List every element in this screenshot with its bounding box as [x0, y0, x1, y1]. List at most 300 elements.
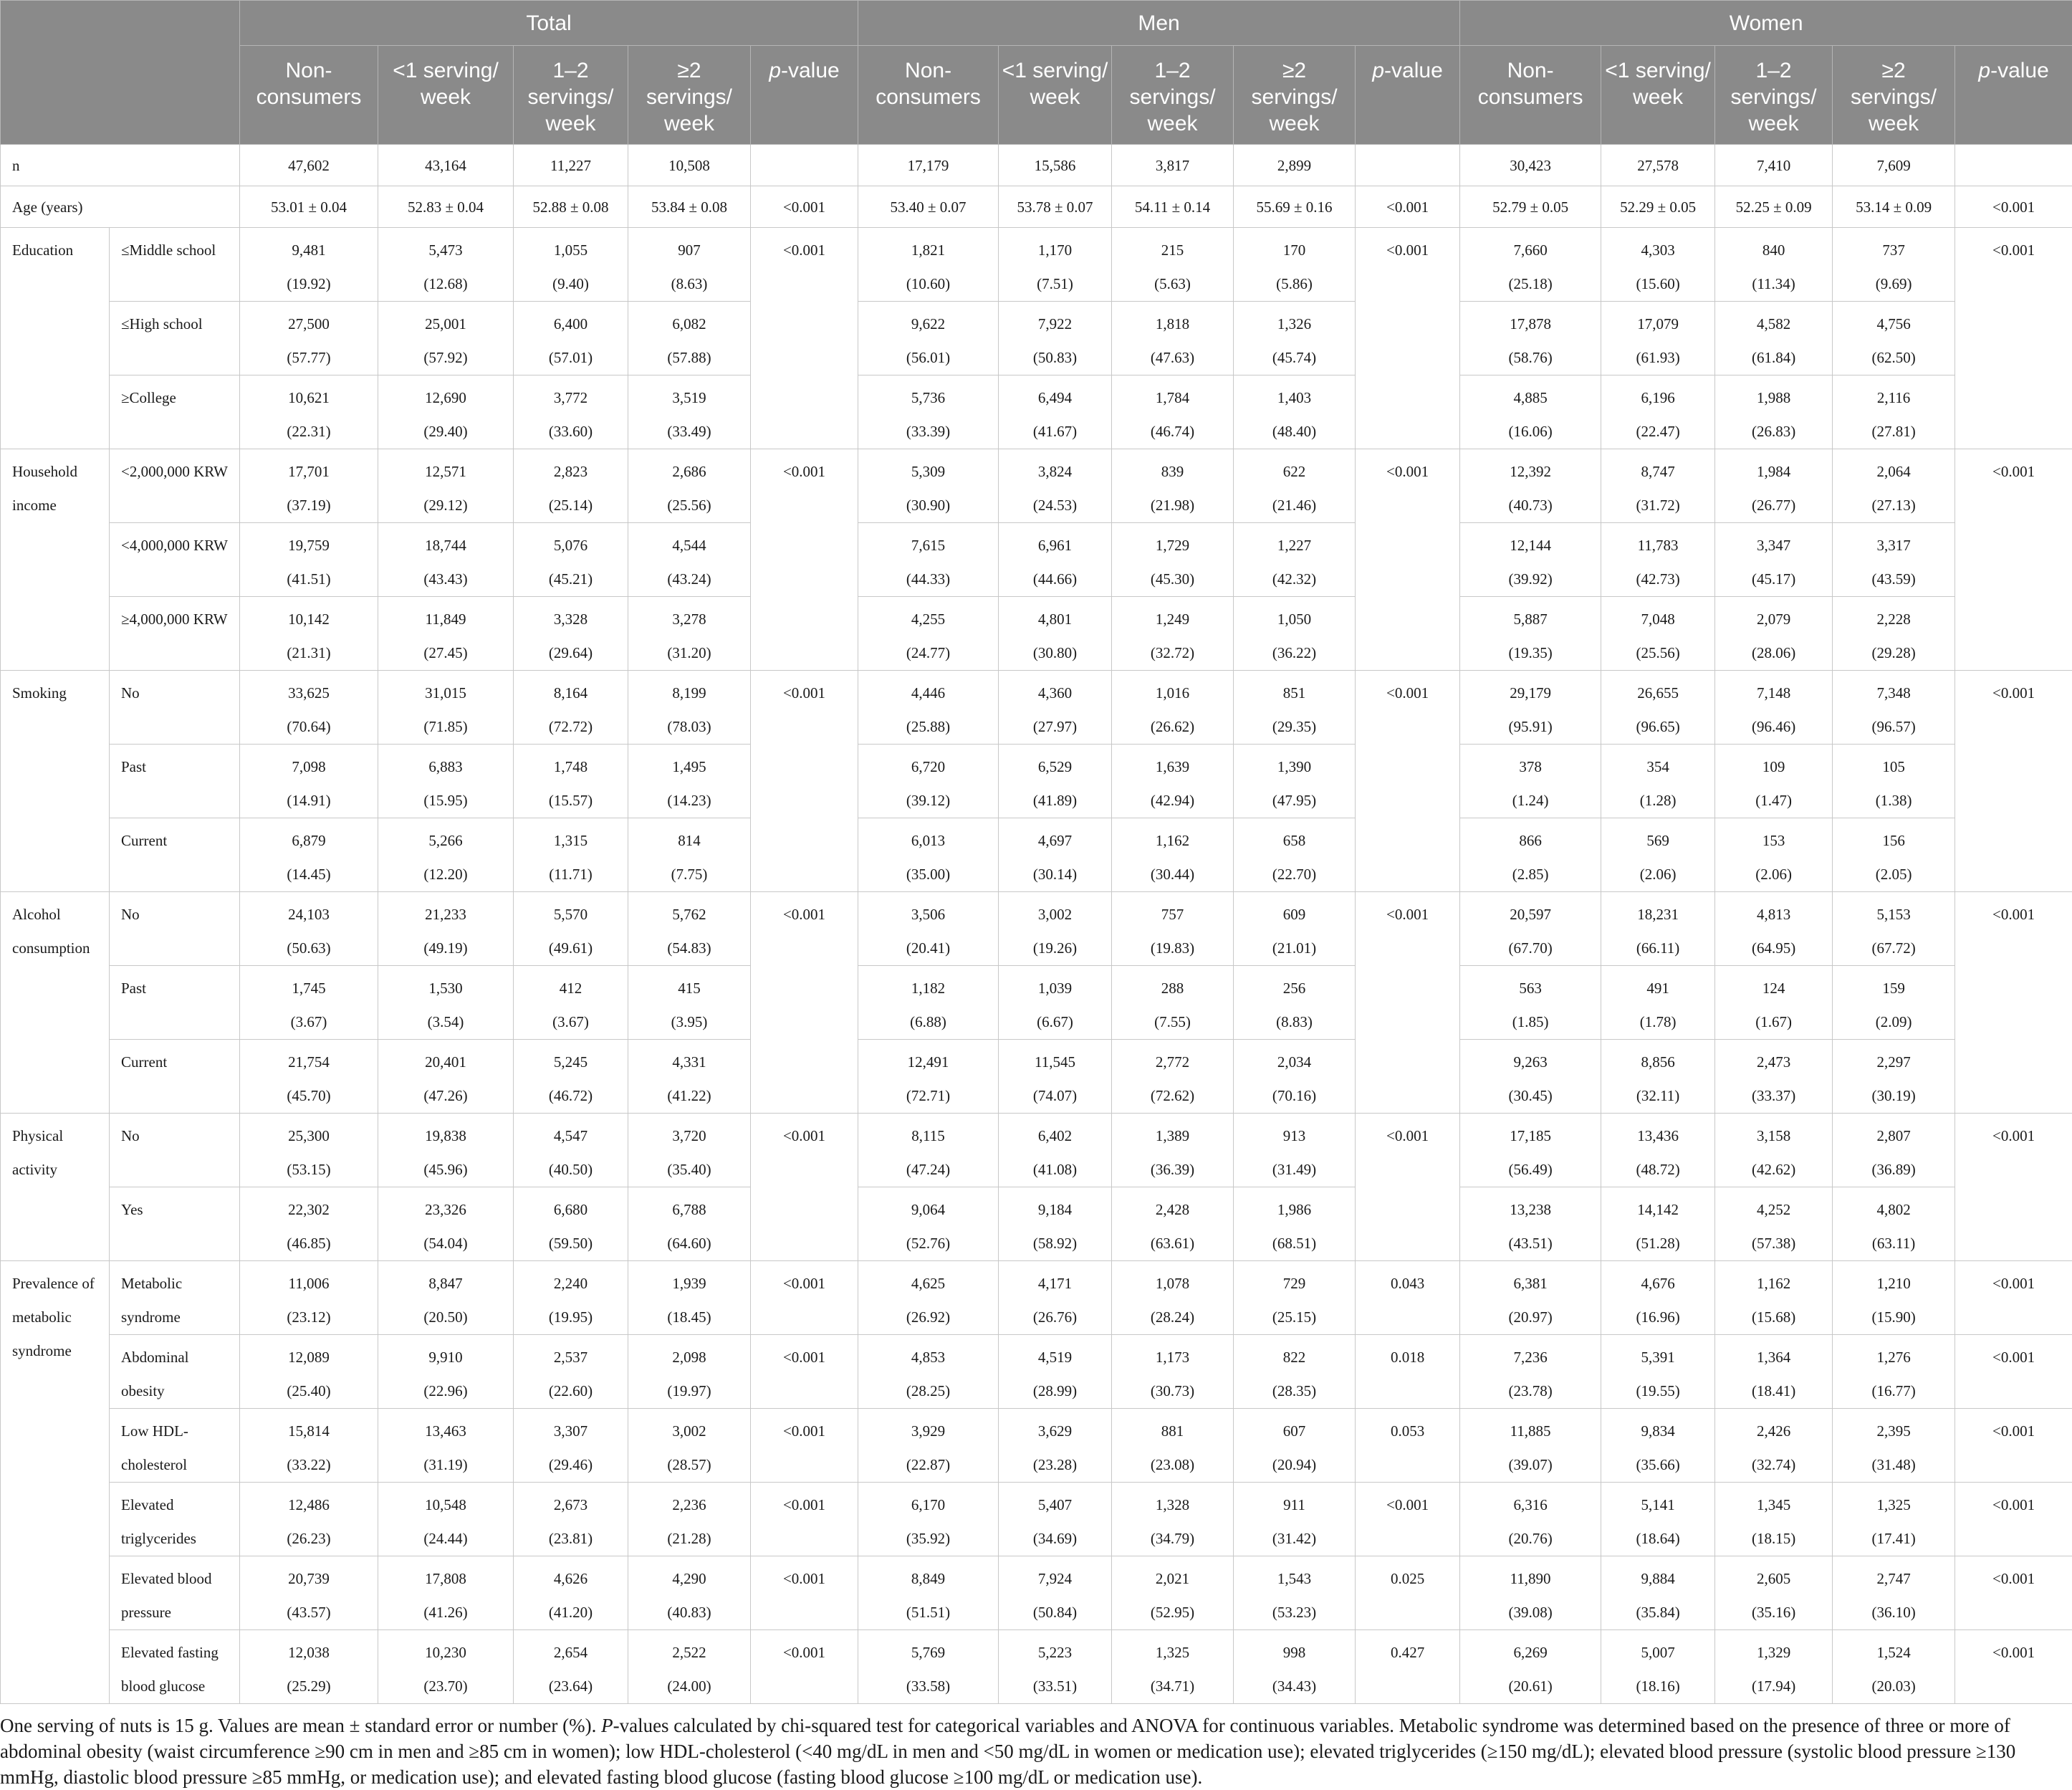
cell-line: activity — [12, 1153, 109, 1187]
count: 9,064 — [858, 1193, 998, 1227]
percent: (41.22) — [628, 1079, 750, 1113]
count: 1,639 — [1112, 750, 1233, 784]
value-cell — [1833, 302, 1955, 375]
percent: (22.70) — [1234, 858, 1355, 891]
percent: (40.73) — [1460, 489, 1601, 522]
percent: (37.19) — [240, 489, 378, 522]
header-col — [514, 46, 628, 145]
header-col — [1112, 46, 1234, 145]
percent: (17.41) — [1833, 1522, 1955, 1556]
count: 3,519 — [628, 381, 750, 415]
percent: (9.69) — [1833, 267, 1955, 301]
count: 1,326 — [1234, 307, 1355, 341]
value-cell — [1833, 228, 1955, 302]
value-cell — [1112, 1409, 1234, 1483]
cell-line: week — [1113, 110, 1232, 137]
value-cell: 47,602 — [240, 145, 378, 186]
value-cell — [1460, 597, 1601, 671]
percent: (46.85) — [240, 1227, 378, 1260]
value-cell: 52.29 ± 0.05 — [1601, 186, 1715, 228]
count: 8,115 — [858, 1119, 998, 1153]
pvalue-cell: <0.001 — [1356, 671, 1460, 892]
percent: (19.35) — [1460, 636, 1601, 670]
value-cell — [999, 745, 1112, 818]
count: 3,629 — [999, 1415, 1111, 1448]
percent: (29.35) — [1234, 710, 1355, 744]
group-label — [1, 449, 110, 671]
percent: (16.77) — [1833, 1374, 1955, 1408]
count: 1,818 — [1112, 307, 1233, 341]
percent: (28.35) — [1234, 1374, 1355, 1408]
header-group-men: Men — [858, 1, 1460, 46]
value-cell — [514, 1187, 628, 1261]
table-row — [1, 1483, 2072, 1556]
count: 11,885 — [1460, 1415, 1601, 1448]
pvalue-cell: <0.001 — [1955, 1261, 2072, 1335]
count: 8,847 — [378, 1267, 513, 1301]
percent: (23.81) — [514, 1522, 628, 1556]
count: 2,537 — [514, 1341, 628, 1374]
value-cell — [628, 1040, 751, 1114]
table-row — [1, 1630, 2072, 1704]
count: 31,015 — [378, 676, 513, 710]
group-label — [1, 1114, 110, 1261]
percent: (7.55) — [1112, 1005, 1233, 1039]
cell-line: obesity — [121, 1374, 239, 1408]
value-cell — [1234, 375, 1356, 449]
table-row — [1, 966, 2072, 1040]
count: 8,849 — [858, 1562, 998, 1596]
count: 7,660 — [1460, 234, 1601, 267]
value-cell: 43,164 — [378, 145, 514, 186]
percent: (19.97) — [628, 1374, 750, 1408]
count: 1,039 — [999, 972, 1111, 1005]
percent: (3.67) — [240, 1005, 378, 1039]
percent: (47.95) — [1234, 784, 1355, 818]
count: 4,813 — [1715, 898, 1832, 932]
value-cell — [1234, 597, 1356, 671]
value-cell — [1234, 818, 1356, 892]
pvalue-cell: <0.001 — [1955, 449, 2072, 671]
value-cell — [858, 1187, 999, 1261]
value-cell: 10,508 — [628, 145, 751, 186]
count: 729 — [1234, 1267, 1355, 1301]
count: 8,164 — [514, 676, 628, 710]
percent: (1.24) — [1460, 784, 1601, 818]
value-cell — [628, 892, 751, 966]
count: 6,720 — [858, 750, 998, 784]
count: 6,494 — [999, 381, 1111, 415]
percent: (50.84) — [999, 1596, 1111, 1629]
percent: (45.21) — [514, 563, 628, 596]
value-cell: 53.78 ± 0.07 — [999, 186, 1112, 228]
count: 4,544 — [628, 529, 750, 563]
count: 8,856 — [1601, 1045, 1714, 1079]
table-row — [1, 1114, 2072, 1187]
percent: (18.15) — [1715, 1522, 1832, 1556]
count: 1,984 — [1715, 455, 1832, 489]
percent: (21.46) — [1234, 489, 1355, 522]
percent: (27.45) — [378, 636, 513, 670]
count: 20,597 — [1460, 898, 1601, 932]
value-cell — [378, 302, 514, 375]
value-cell: 17,179 — [858, 145, 999, 186]
value-cell — [1234, 449, 1356, 523]
value-cell — [1833, 671, 1955, 745]
percent: (36.10) — [1833, 1596, 1955, 1629]
value-cell — [1460, 671, 1601, 745]
pvalue-cell: <0.001 — [1356, 186, 1460, 228]
count: 159 — [1833, 972, 1955, 1005]
count: 10,621 — [240, 381, 378, 415]
percent: (34.69) — [999, 1522, 1111, 1556]
value-cell: 52.79 ± 0.05 — [1460, 186, 1601, 228]
percent: (54.04) — [378, 1227, 513, 1260]
count: 1,078 — [1112, 1267, 1233, 1301]
count: 10,548 — [378, 1488, 513, 1522]
pvalue-cell: <0.001 — [751, 671, 858, 892]
value-cell — [1601, 302, 1715, 375]
percent: (39.92) — [1460, 563, 1601, 596]
value-cell — [1460, 966, 1601, 1040]
count: 17,079 — [1601, 307, 1714, 341]
value-cell — [1715, 1114, 1833, 1187]
count: 4,303 — [1601, 234, 1714, 267]
count: 1,315 — [514, 824, 628, 858]
percent: (20.97) — [1460, 1301, 1601, 1334]
count: 622 — [1234, 455, 1355, 489]
value-cell — [378, 523, 514, 597]
count: 19,759 — [240, 529, 378, 563]
value-cell — [1460, 1556, 1601, 1630]
percent: (29.64) — [514, 636, 628, 670]
cell-line: servings/ — [514, 84, 627, 110]
pvalue-cell: 0.018 — [1356, 1335, 1460, 1409]
value-cell: 2,899 — [1234, 145, 1356, 186]
cell-line: Metabolic — [121, 1267, 239, 1301]
count: 215 — [1112, 234, 1233, 267]
value-cell — [999, 1409, 1112, 1483]
value-cell — [1234, 745, 1356, 818]
header-col — [1234, 46, 1356, 145]
count: 2,473 — [1715, 1045, 1832, 1079]
value-cell — [1112, 966, 1234, 1040]
cell-line: servings/ — [1234, 84, 1354, 110]
value-cell — [1460, 1187, 1601, 1261]
percent: (67.70) — [1460, 932, 1601, 965]
value-cell — [858, 1556, 999, 1630]
value-cell — [999, 818, 1112, 892]
percent: (31.72) — [1601, 489, 1714, 522]
sub-label — [110, 818, 240, 892]
count: 9,910 — [378, 1341, 513, 1374]
value-cell — [378, 1261, 514, 1335]
count: 851 — [1234, 676, 1355, 710]
percent: (40.83) — [628, 1596, 750, 1629]
count: 911 — [1234, 1488, 1355, 1522]
value-cell — [1601, 1114, 1715, 1187]
count: 757 — [1112, 898, 1233, 932]
value-cell — [1112, 1630, 1234, 1704]
count: 1,210 — [1833, 1267, 1955, 1301]
percent: (36.89) — [1833, 1153, 1955, 1187]
percent: (11.34) — [1715, 267, 1832, 301]
value-cell — [240, 1409, 378, 1483]
value-cell — [378, 818, 514, 892]
value-cell — [858, 1114, 999, 1187]
header-row-groups — [1, 1, 2072, 46]
count: 5,076 — [514, 529, 628, 563]
value-cell — [240, 228, 378, 302]
percent: (35.40) — [628, 1153, 750, 1187]
value-cell — [1234, 1114, 1356, 1187]
value-cell — [628, 1483, 751, 1556]
pvalue-cell — [1955, 145, 2072, 186]
count: 18,231 — [1601, 898, 1714, 932]
percent: (15.68) — [1715, 1301, 1832, 1334]
cell-line: ≤High school — [121, 307, 239, 341]
value-cell — [514, 1556, 628, 1630]
percent: (15.90) — [1833, 1301, 1955, 1334]
value-cell: 52.25 ± 0.09 — [1715, 186, 1833, 228]
percent: (10.60) — [858, 267, 998, 301]
percent: (61.93) — [1601, 341, 1714, 375]
percent: (1.38) — [1833, 784, 1955, 818]
cell-line: week — [514, 110, 627, 137]
count: 4,252 — [1715, 1193, 1832, 1227]
percent: (33.49) — [628, 415, 750, 449]
pvalue-cell: <0.001 — [751, 228, 858, 449]
percent: (25.88) — [858, 710, 998, 744]
table-row — [1, 671, 2072, 745]
count: 1,162 — [1112, 824, 1233, 858]
value-cell — [1715, 1630, 1833, 1704]
value-cell — [1833, 449, 1955, 523]
percent: (1.28) — [1601, 784, 1714, 818]
value-cell — [1234, 1409, 1356, 1483]
percent: (43.51) — [1460, 1227, 1601, 1260]
percent: (54.83) — [628, 932, 750, 965]
sub-label — [110, 745, 240, 818]
percent: (25.18) — [1460, 267, 1601, 301]
percent: (52.76) — [858, 1227, 998, 1260]
value-cell — [999, 1187, 1112, 1261]
table-row — [1, 449, 2072, 523]
pvalue-cell: <0.001 — [751, 1114, 858, 1261]
percent: (41.51) — [240, 563, 378, 596]
count: 5,769 — [858, 1636, 998, 1670]
pvalue-italic: p — [1372, 59, 1384, 82]
value-cell — [1112, 1261, 1234, 1335]
header-corner — [1, 1, 240, 145]
value-cell: 11,227 — [514, 145, 628, 186]
value-cell — [514, 1261, 628, 1335]
group-label — [1, 1261, 110, 1704]
value-cell — [1833, 966, 1955, 1040]
count: 1,745 — [240, 972, 378, 1005]
value-cell — [514, 1630, 628, 1704]
percent: (53.15) — [240, 1153, 378, 1187]
count: 4,885 — [1460, 381, 1601, 415]
value-cell — [1601, 1483, 1715, 1556]
percent: (31.20) — [628, 636, 750, 670]
value-cell — [628, 523, 751, 597]
percent: (31.42) — [1234, 1522, 1355, 1556]
percent: (29.28) — [1833, 636, 1955, 670]
value-cell — [628, 375, 751, 449]
count: 5,245 — [514, 1045, 628, 1079]
value-cell — [1833, 818, 1955, 892]
value-cell — [1234, 671, 1356, 745]
value-cell — [858, 1335, 999, 1409]
cell-line: income — [12, 489, 109, 522]
count: 12,144 — [1460, 529, 1601, 563]
count: 2,240 — [514, 1267, 628, 1301]
count: 998 — [1234, 1636, 1355, 1670]
value-cell — [1460, 745, 1601, 818]
percent: (15.95) — [378, 784, 513, 818]
value-cell — [628, 745, 751, 818]
table-row — [1, 1187, 2072, 1261]
count: 7,098 — [240, 750, 378, 784]
footnote-part1: One serving of nuts is 15 g. Values are mean ± standard error or number (%). — [0, 1715, 601, 1736]
percent: (24.00) — [628, 1670, 750, 1703]
table-row — [1, 1261, 2072, 1335]
count: 4,626 — [514, 1562, 628, 1596]
value-cell — [858, 449, 999, 523]
pvalue-cell: <0.001 — [1955, 1409, 2072, 1483]
value-cell — [1715, 671, 1833, 745]
count: 7,922 — [999, 307, 1111, 341]
percent: (34.43) — [1234, 1670, 1355, 1703]
pvalue-cell: 0.427 — [1356, 1630, 1460, 1704]
percent: (42.32) — [1234, 563, 1355, 596]
percent: (21.28) — [628, 1522, 750, 1556]
value-cell — [1715, 228, 1833, 302]
count: 170 — [1234, 234, 1355, 267]
value-cell — [1715, 1335, 1833, 1409]
header-col — [378, 46, 514, 145]
cell-line: Prevalence of — [12, 1267, 109, 1301]
percent: (21.01) — [1234, 932, 1355, 965]
count: 9,834 — [1601, 1415, 1714, 1448]
count: 569 — [1601, 824, 1714, 858]
percent: (67.72) — [1833, 932, 1955, 965]
cell-line: pressure — [121, 1596, 239, 1629]
percent: (23.08) — [1112, 1448, 1233, 1482]
count: 2,064 — [1833, 455, 1955, 489]
percent: (19.95) — [514, 1301, 628, 1334]
count: 7,148 — [1715, 676, 1832, 710]
percent: (46.72) — [514, 1079, 628, 1113]
value-cell — [1601, 745, 1715, 818]
value-cell — [999, 1483, 1112, 1556]
cell-line: cholesterol — [121, 1448, 239, 1482]
value-cell — [858, 745, 999, 818]
value-cell — [1234, 523, 1356, 597]
pvalue-cell — [1356, 145, 1460, 186]
percent: (33.58) — [858, 1670, 998, 1703]
value-cell — [858, 597, 999, 671]
count: 2,395 — [1833, 1415, 1955, 1448]
value-cell — [1601, 1040, 1715, 1114]
cell-line: week — [1833, 110, 1954, 137]
percent: (48.40) — [1234, 415, 1355, 449]
percent: (44.33) — [858, 563, 998, 596]
value-cell — [858, 375, 999, 449]
value-cell — [999, 1261, 1112, 1335]
percent: (33.37) — [1715, 1079, 1832, 1113]
count: 4,756 — [1833, 307, 1955, 341]
percent: (41.89) — [999, 784, 1111, 818]
value-cell — [1833, 1261, 1955, 1335]
value-cell — [514, 1040, 628, 1114]
pvalue-italic: p — [1978, 59, 1990, 82]
percent: (58.76) — [1460, 341, 1601, 375]
count: 5,153 — [1833, 898, 1955, 932]
count: 5,141 — [1601, 1488, 1714, 1522]
percent: (21.98) — [1112, 489, 1233, 522]
percent: (16.96) — [1601, 1301, 1714, 1334]
count: 1,530 — [378, 972, 513, 1005]
cell-line: servings/ — [1113, 84, 1232, 110]
value-cell — [628, 1187, 751, 1261]
percent: (25.56) — [628, 489, 750, 522]
pvalue-cell: <0.001 — [1955, 1556, 2072, 1630]
value-cell — [1112, 302, 1234, 375]
value-cell — [1460, 1483, 1601, 1556]
percent: (66.11) — [1601, 932, 1714, 965]
percent: (33.22) — [240, 1448, 378, 1482]
count: 1,939 — [628, 1267, 750, 1301]
count: 4,697 — [999, 824, 1111, 858]
value-cell — [1715, 1040, 1833, 1114]
value-cell — [1234, 1630, 1356, 1704]
value-cell: 27,578 — [1601, 145, 1715, 186]
value-cell — [378, 1114, 514, 1187]
value-cell — [1234, 228, 1356, 302]
percent: (71.85) — [378, 710, 513, 744]
cell-line: consumption — [12, 932, 109, 965]
percent: (26.92) — [858, 1301, 998, 1334]
sub-label — [110, 1187, 240, 1261]
pvalue-cell — [751, 145, 858, 186]
value-cell — [1460, 1261, 1601, 1335]
header-col — [1601, 46, 1715, 145]
value-cell: 54.11 ± 0.14 — [1112, 186, 1234, 228]
percent: (25.29) — [240, 1670, 378, 1703]
percent: (28.06) — [1715, 636, 1832, 670]
table-footnote — [0, 1704, 2072, 1790]
count: 4,582 — [1715, 307, 1832, 341]
cell-line: ≥2 — [629, 57, 749, 84]
count: 9,622 — [858, 307, 998, 341]
percent: (1.78) — [1601, 1005, 1714, 1039]
percent: (43.59) — [1833, 563, 1955, 596]
value-cell — [514, 523, 628, 597]
percent: (23.28) — [999, 1448, 1111, 1482]
count: 20,401 — [378, 1045, 513, 1079]
count: 7,924 — [999, 1562, 1111, 1596]
value-cell — [628, 449, 751, 523]
pvalue-cell: <0.001 — [1955, 1630, 2072, 1704]
count: 1,403 — [1234, 381, 1355, 415]
table-row — [1, 523, 2072, 597]
percent: (22.60) — [514, 1374, 628, 1408]
value-cell — [240, 1630, 378, 1704]
value-cell — [858, 818, 999, 892]
sub-label — [110, 1261, 240, 1335]
